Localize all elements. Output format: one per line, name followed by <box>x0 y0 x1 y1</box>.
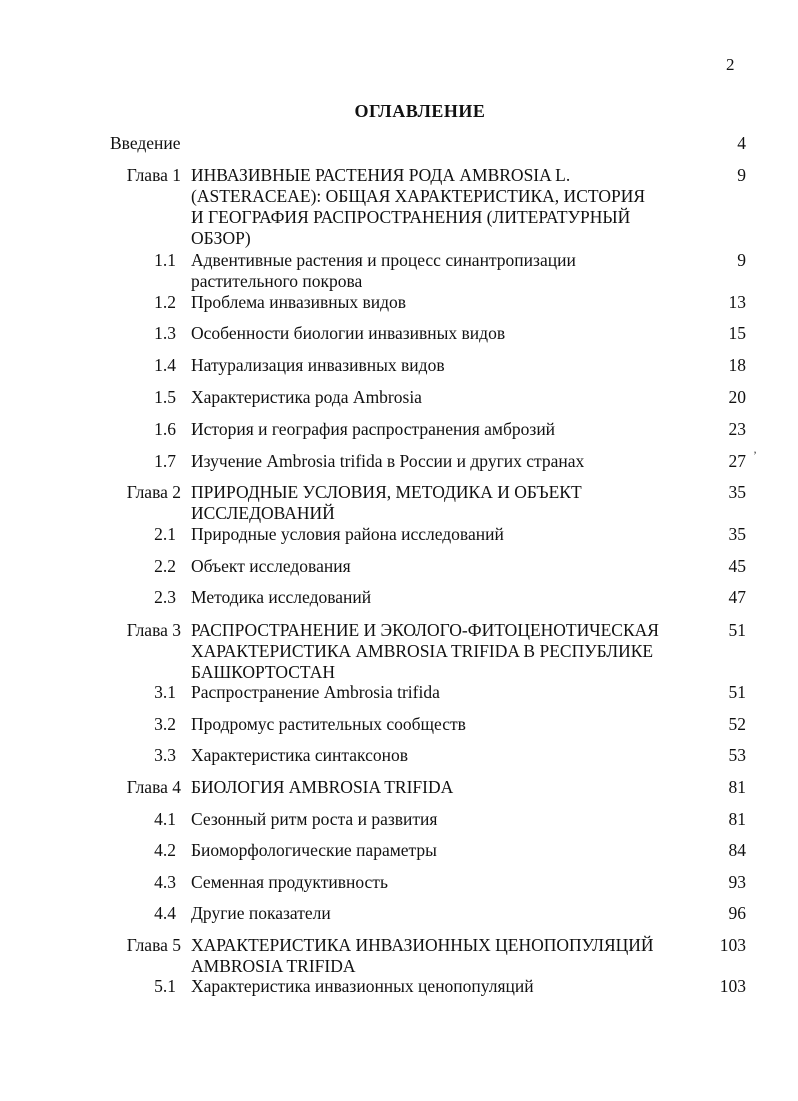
toc-entry-label: Глава 2 <box>126 482 181 502</box>
toc-entry-text: Биоморфологические параметры <box>191 840 437 860</box>
toc-entry-text: Особенности биологии инвазивных видов <box>191 323 506 343</box>
toc-entry-text: Натурализация инвазивных видов <box>191 355 445 375</box>
toc-entry-label: 3.2 <box>154 714 176 734</box>
toc-entry-text: Распространение Ambrosia trifida <box>191 682 440 702</box>
toc-entry-page: 45 <box>728 556 746 576</box>
toc-entry-text: Другие показатели <box>191 903 331 923</box>
toc-entry-text: История и география распространения амброзий <box>191 419 556 439</box>
toc-entry-label: 2.3 <box>154 587 176 607</box>
toc-entry-page: 35 <box>728 482 746 502</box>
toc-entry-page: 47 <box>728 587 746 607</box>
toc-entry-text: Адвентивные растения и процесс синантропизации растительного покрова <box>191 250 576 291</box>
toc-entry-label: 2.2 <box>154 556 176 576</box>
toc-entry-label: 3.3 <box>154 745 176 765</box>
toc-entry-page: 84 <box>728 840 746 860</box>
toc-entry-label: 1.5 <box>154 387 176 407</box>
toc-entry-text: Характеристика синтаксонов <box>191 745 408 765</box>
toc-entry-text: Изучение Ambrosia trifida в России и других странах <box>191 451 585 471</box>
toc-entry-page: 9 <box>737 250 746 270</box>
toc-title: ОГЛАВЛЕНИЕ <box>354 101 486 121</box>
toc-entry-page: 9 <box>737 165 746 185</box>
toc-entry-label: Глава 1 <box>126 165 181 185</box>
toc-entry-label: Глава 3 <box>126 620 181 640</box>
toc-entry-page: 96 <box>728 903 746 923</box>
toc-entry-text: ПРИРОДНЫЕ УСЛОВИЯ, МЕТОДИКА И ОБЪЕКТ ИССЛЕДОВАНИЙ <box>191 482 582 523</box>
toc-entry-page: 52 <box>728 714 746 734</box>
toc-entry-text: Методика исследований <box>191 587 372 607</box>
toc-entry-label: 1.3 <box>154 323 176 343</box>
scan-artifact-mark: ’ <box>753 448 757 462</box>
toc-entry-label: 1.1 <box>154 250 176 270</box>
toc-entry-page: 81 <box>728 777 746 797</box>
toc-entry-text: Введение <box>110 133 181 153</box>
toc-entry-label: 1.4 <box>154 355 176 375</box>
toc-entry-page: 13 <box>728 292 746 312</box>
toc-entry-label: 4.4 <box>154 903 176 923</box>
toc-entry-label: 5.1 <box>154 976 176 996</box>
toc-entry-page: 15 <box>728 323 746 343</box>
toc-entry-text: Характеристика рода Ambrosia <box>191 387 422 407</box>
toc-entry-text: Проблема инвазивных видов <box>191 292 407 312</box>
toc-entry-text: ХАРАКТЕРИСТИКА ИНВАЗИОННЫХ ЦЕНОПОПУЛЯЦИЙ AMBROSIA TRIFIDA <box>191 935 654 976</box>
toc-entry-page: 53 <box>728 745 746 765</box>
toc-entry-page: 27 <box>728 451 746 471</box>
toc-entry-page: 103 <box>719 935 746 955</box>
toc-entry-label: 3.1 <box>154 682 176 702</box>
toc-entry-label: 4.2 <box>154 840 176 860</box>
toc-entry-label: 1.6 <box>154 419 176 439</box>
toc-entry-page: 35 <box>728 524 746 544</box>
toc-entry-label: Глава 5 <box>126 935 181 955</box>
toc-entry-text: ИНВАЗИВНЫЕ РАСТЕНИЯ РОДА AMBROSIA L. (ASTERACEAE): ОБЩАЯ ХАРАКТЕРИСТИКА, ИСТОРИЯ И ГЕОГРАФИЯ РАСПРОСТРАНЕНИЯ (ЛИТЕРАТУРНЫЙ ОБЗОР) <box>191 165 646 248</box>
toc-entry-label: 4.3 <box>154 872 176 892</box>
toc-entry-page: 18 <box>728 355 746 375</box>
toc-entry-text: Характеристика инвазионных ценопопуляций <box>191 976 534 996</box>
toc-entry-label: 2.1 <box>154 524 176 544</box>
toc-entry-label: Глава 4 <box>126 777 181 797</box>
toc-entry-text: Семенная продуктивность <box>191 872 388 892</box>
toc-entry-page: 93 <box>728 872 746 892</box>
toc-entry-page: 20 <box>728 387 746 407</box>
toc-entry-label: 4.1 <box>154 809 176 829</box>
page-number: 2 <box>726 55 735 74</box>
toc-entry-text: Продромус растительных сообществ <box>191 714 466 734</box>
toc-entry-page: 81 <box>728 809 746 829</box>
toc-entry-text: Объект исследования <box>191 556 351 576</box>
toc-entry-page: 4 <box>737 133 746 153</box>
toc-entry-text: РАСПРОСТРАНЕНИЕ И ЭКОЛОГО-ФИТОЦЕНОТИЧЕСКАЯ ХАРАКТЕРИСТИКА AMBROSIA TRIFIDA В РЕСПУБЛИКЕ БАШКОРТОСТАН <box>191 620 659 682</box>
toc-entry-page: 23 <box>728 419 746 439</box>
toc-entry-text: БИОЛОГИЯ AMBROSIA TRIFIDA <box>191 777 454 797</box>
toc-entry-label: 1.7 <box>154 451 176 471</box>
toc-entry-text: Природные условия района исследований <box>191 524 504 544</box>
toc-entry-text: Сезонный ритм роста и развития <box>191 809 438 829</box>
toc-entry-page: 103 <box>719 976 746 996</box>
toc-entry-label: 1.2 <box>154 292 176 312</box>
toc-entry-page: 51 <box>728 682 746 702</box>
toc-entry-page: 51 <box>728 620 746 640</box>
